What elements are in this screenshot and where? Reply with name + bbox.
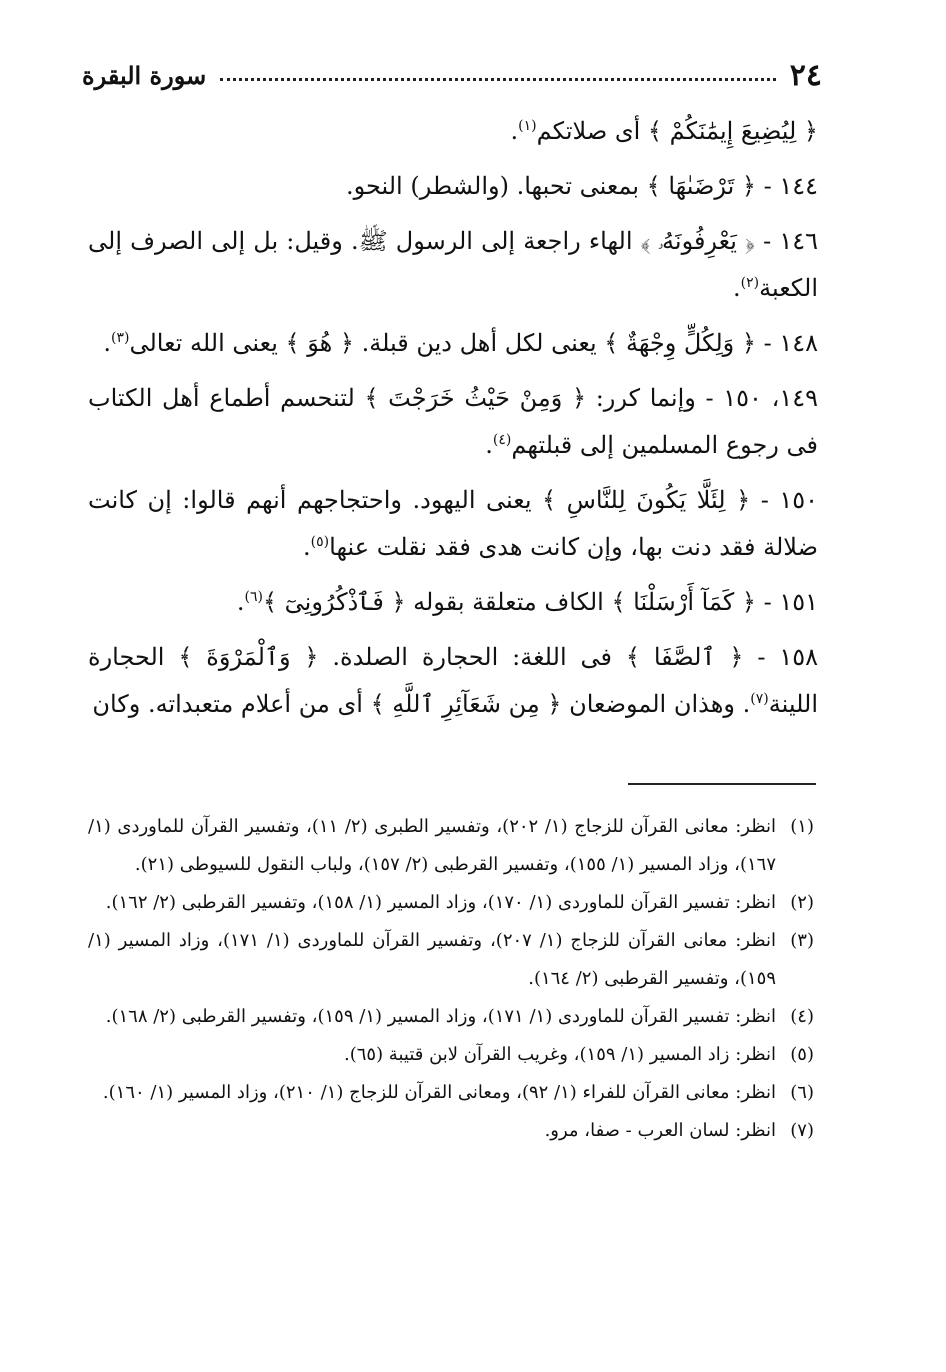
commentary-entry: ١٤٩، ١٥٠ - وإنما كرر: ﴿ وَمِنْ حَيْثُ خَرَجْتَ ﴾ لتنحسم أطماع أهل الكتاب فى رجوع المسلمين إلى قبلتهم$^{(٤)}$. (88, 384, 819, 459)
commentary-entry: ١٤٨ - ﴿ وَلِكُلٍّ وِجْهَةٌ ﴾ يعنى لكل أهل دين قبلة. ﴿ هُوَ ﴾ يعنى الله تعالى$^{(٣)}$. (103, 329, 818, 357)
entry-text: ١٤٤ - ﴿ تَرْضَىٰهَا ﴾ بمعنى تحبها. (والشطر) النحو. (345, 172, 818, 200)
footnote-marker: (٣) (110, 330, 130, 346)
entry-text: ١٥٨ - ﴿ ٱلصَّفَا ﴾ فى اللغة: الحجارة الصلدة. ﴿ وَٱلْمَرْوَةَ ﴾ الحجارة اللينة (88, 643, 818, 718)
footnote (88, 1036, 814, 1074)
footnote-number: (٣) (790, 930, 814, 951)
footnote-separator (628, 783, 816, 785)
footnote-marker: (١) (518, 118, 537, 134)
commentary-body (88, 108, 818, 736)
footnote-text: انظر: معانى القرآن للفراء (١/ ٩٢)، ومعانى القرآن للزجاج (١/ ٢١٠)، وزاد المسير (١/ ١٦٠). (102, 1082, 776, 1103)
commentary-entry (88, 634, 818, 728)
header-dotted-leader (220, 78, 776, 81)
footnote-number: (٤) (790, 1006, 814, 1027)
footnote (88, 808, 814, 884)
footnote-marker: (٤) (492, 432, 512, 448)
page-number: ٢٤ (789, 57, 822, 93)
footnote-number: (٢) (790, 892, 814, 913)
entry-text: ١٥٠ - ﴿ لِئَلَّا يَكُونَ لِلنَّاسِ ﴾ يعنى اليهود. واحتجاجهم أنهم قالوا: إن كانت ضلالة فقد دنت بها، وإن كانت هدى فقد نقلت عنها (88, 486, 818, 561)
entry-text: ١٤٦ - ﴿ يَعْرِفُونَهُۥ ﴾ الهاء راجعة إلى الرسول ﷺ. وقيل: بل إلى الصرف إلى الكعبة (88, 227, 818, 302)
footnote-text: انظر: تفسير القرآن للماوردى (١/ ١٧٠)، وزاد المسير (١/ ١٥٨)، وتفسير القرطبى (٢/ ١٦٢). (105, 892, 776, 913)
commentary-entry: ١٤٦ - ﴿ يَعْرِفُونَهُۥ ﴾ الهاء راجعة إلى الرسول ﷺ. وقيل: بل إلى الصرف إلى الكعبة$^{(٢)}$. (88, 227, 818, 302)
footnote (88, 922, 814, 998)
footnote-marker: (٢) (740, 275, 760, 291)
footnote (88, 1112, 814, 1150)
footnote-text: انظر: زاد المسير (١/ ١٥٩)، وغريب القرآن لابن قتيبة (٦٥). (343, 1044, 776, 1065)
entry-text: ١٥١ - ﴿ كَمَآ أَرْسَلْنَا ﴾ الكاف متعلقة بقوله ﴿ فَٱذْكُرُونِىٓ ﴾ (262, 588, 818, 616)
footnote-number: (٥) (790, 1044, 814, 1065)
footnote-marker: (٥) (310, 534, 330, 550)
footnote (88, 998, 814, 1036)
footnote (88, 884, 814, 922)
footnote-number: (٦) (790, 1082, 814, 1103)
footnote-number: (١) (790, 816, 814, 837)
entry-text: ١٤٨ - ﴿ وَلِكُلٍّ وِجْهَةٌ ﴾ يعنى لكل أهل دين قبلة. ﴿ هُوَ ﴾ يعنى الله تعالى (129, 329, 818, 357)
footnote-text: انظر: لسان العرب - صفا، مرو. (544, 1120, 776, 1141)
footnote-text: انظر: تفسير القرآن للماوردى (١/ ١٧١)، وزاد المسير (١/ ١٥٩)، وتفسير القرطبى (٢/ ١٦٨). (105, 1006, 776, 1027)
entry-text: ﴿ لِيُضِيعَ إِيمَٰنَكُمْ ﴾ أى صلاتكم (536, 117, 818, 145)
entry-text-continuation: . وهذان الموضعان ﴿ مِن شَعَآئِرِ ٱللَّهِ ﴾ أى من أعلام متعبداته. وكان (92, 690, 751, 718)
footnote-number: (٧) (790, 1120, 814, 1141)
surah-title: سورة البقرة (82, 60, 207, 90)
commentary-entry: ١٥٠ - ﴿ لِئَلَّا يَكُونَ لِلنَّاسِ ﴾ يعنى اليهود. واحتجاجهم أنهم قالوا: إن كانت ضلالة فقد دنت بها، وإن كانت هدى فقد نقلت عنها$^{(٥)}$. (88, 486, 818, 561)
footnote-text: انظر: معانى القرآن للزجاج (١/ ٢٠٧)، وتفسير القرآن للماوردى (١/ ١٧١)، وزاد المسير (١/ ١٥٩)، وتفسير القرطبى (٢/ ١٦٤). (88, 930, 776, 989)
page-header (82, 50, 822, 100)
commentary-entry: ﴿ لِيُضِيعَ إِيمَٰنَكُمْ ﴾ أى صلاتكم$^{(١)}$. (510, 117, 818, 145)
commentary-entry (88, 163, 818, 210)
footnotes (88, 808, 814, 1150)
footnote (88, 1074, 814, 1112)
footnote-marker: (٧) (750, 691, 769, 707)
footnote-marker: (٦) (244, 589, 263, 605)
footnote-text: انظر: معانى القرآن للزجاج (١/ ٢٠٢)، وتفسير الطبرى (٢/ ١١)، وتفسير القرآن للماوردى (١/ ١٦٧)، وزاد المسير (١/ ١٥٥)، وتفسير القرطبى (٢/ ١٥٧)، ولباب النقول للسيوطى (٢١). (88, 816, 776, 875)
entry-text: ١٤٩، ١٥٠ - وإنما كرر: ﴿ وَمِنْ حَيْثُ خَرَجْتَ ﴾ لتنحسم أطماع أهل الكتاب فى رجوع المسلمين إلى قبلتهم (88, 384, 819, 459)
commentary-entry: ١٥١ - ﴿ كَمَآ أَرْسَلْنَا ﴾ الكاف متعلقة بقوله ﴿ فَٱذْكُرُونِىٓ ﴾$^{(٦)}$. (236, 588, 818, 616)
